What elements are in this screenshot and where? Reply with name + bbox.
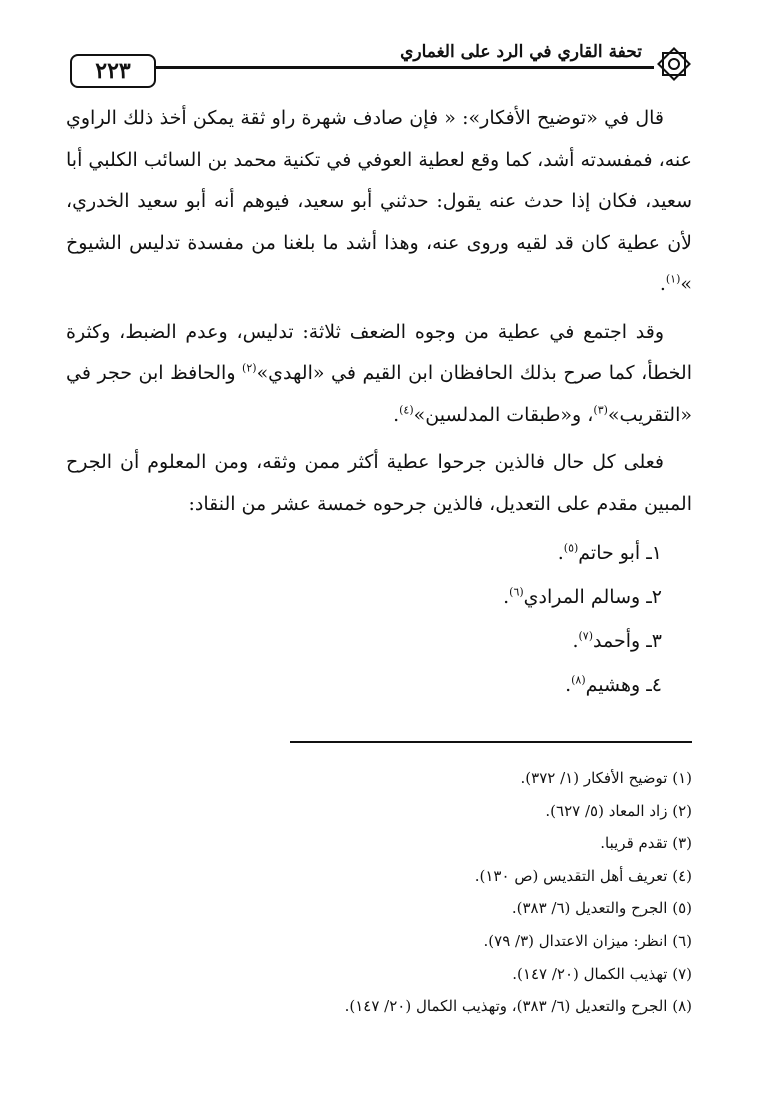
footnote: (٥) الجرح والتعديل (٦/ ٣٨٣).: [511, 899, 692, 918]
list-item-text: ١ـ أبو حاتم: [578, 542, 662, 564]
paragraph-text: والحافظ ابن حجر في «التقريب»: [66, 362, 692, 426]
paragraph-text: فعلى كل حال فالذين جرحوا عطية أكثر ممن وثقه، ومن المعلوم أن الجرح المبين مقدم على التعديل، فالذين جرحوه خمسة عشر من النقاد:: [66, 451, 692, 515]
page-header: [70, 38, 694, 90]
paragraph: وقد اجتمع في عطية من وجوه الضعف ثلاثة: تدليس، وعدم الضبط، وكثرة الخطأ، كما صرح بذلك الحافظان ابن القيم في «الهدي»$^{(٢)}$ والحافظ ابن حجر في «التقريب»$^{(٣)}$، و«طبقات المدلسين»$^{(٤)}$.: [66, 320, 692, 426]
paragraph-text: قال في «توضيح الأفكار»: « فإن صادف شهرة راو ثقة يمكن أخذ ذلك الراوي عنه، فمفسدته أشد، كما وقع لعطية العوفي في تكنية محمد بن السائب الكلبي أبا سعيد، فكان إذا حدث عنه يقول: حدثني أبو سعيد، فيوهم أنه أبو سعيد الخدري، لأن عطية كان قد لقيه وروى عنه، وهذا أشد ما بلغنا من مفسدة تدليس الشيوخ »: [66, 107, 692, 295]
footnote-ref: (٣): [593, 403, 608, 417]
footnote-ref: (٧): [578, 629, 594, 643]
list-item: ١ـ أبو حاتم$^{(٥)}$.: [557, 541, 662, 564]
footnote: (٢) زاد المعاد (٥/ ٦٢٧).: [545, 801, 692, 820]
footnote-ref: (٤): [399, 403, 414, 417]
footnote: (٤) تعريف أهل التقديس (ص ١٣٠).: [474, 866, 692, 885]
paragraph: [66, 442, 692, 525]
list-item: ٤ـ وهشيم$^{(٨)}$.: [565, 673, 662, 696]
footnote-ref: (٢): [242, 361, 257, 375]
paragraph: قال في «توضيح الأفكار»: « فإن صادف شهرة راو ثقة يمكن أخذ ذلك الراوي عنه، فمفسدته أشد، كما وقع لعطية العوفي في تكنية محمد بن السائب الكلبي أبا سعيد، فكان إذا حدث عنه يقول: حدثني أبو سعيد، فيوهم أنه أبو سعيد الخدري، لأن عطية كان قد لقيه وروى عنه، وهذا أشد ما بلغنا من مفسدة تدليس الشيوخ »$^{(١)}$.: [66, 107, 692, 295]
paragraph-text: وقد اجتمع في عطية من وجوه الضعف ثلاثة: تدليس، وعدم الضبط، وكثرة الخطأ، كما صرح بذلك الحافظان ابن القيم في «الهدي»: [66, 320, 692, 384]
star-ornament-icon: [654, 44, 694, 84]
list-item-text: ٤ـ وهشيم: [585, 674, 662, 696]
footnote-ref: (٥): [563, 541, 579, 555]
list-item-text: ٢ـ وسالم المرادي: [523, 586, 662, 608]
footnote: (٨) الجرح والتعديل (٦/ ٣٨٣)، وتهذيب الكمال (٢٠/ ١٤٧).: [344, 997, 692, 1016]
main-text: [66, 98, 692, 707]
list-item-text: ٣ـ وأحمد: [593, 630, 662, 652]
list-item: ٢ـ وسالم المرادي$^{(٦)}$.: [503, 585, 662, 608]
footnote: (١) توضيح الأفكار (١/ ٣٧٢).: [520, 769, 692, 787]
critics-list: [66, 531, 692, 707]
footnote-ref: (٦): [509, 585, 524, 599]
footnote-ref: (٨): [571, 673, 586, 687]
footnotes: [240, 762, 692, 1023]
list-item: ٣ـ وأحمد$^{(٧)}$.: [572, 629, 662, 652]
page-number: ٢٢٣: [70, 54, 156, 88]
footnote-divider: [290, 741, 692, 743]
footnote: (٧) تهذيب الكمال (٢٠/ ١٤٧).: [512, 964, 692, 983]
footnote-ref: (١): [665, 272, 681, 286]
running-title: تحفة القاري في الرد على الغماري: [400, 42, 642, 62]
footnote: (٦) انظر: ميزان الاعتدال (٣/ ٧٩).: [483, 931, 692, 950]
footnote: (٣) تقدم قريبا.: [600, 834, 692, 853]
header-rule: [150, 66, 654, 69]
paragraph-text: ، و«طبقات المدلسين»: [413, 403, 594, 426]
